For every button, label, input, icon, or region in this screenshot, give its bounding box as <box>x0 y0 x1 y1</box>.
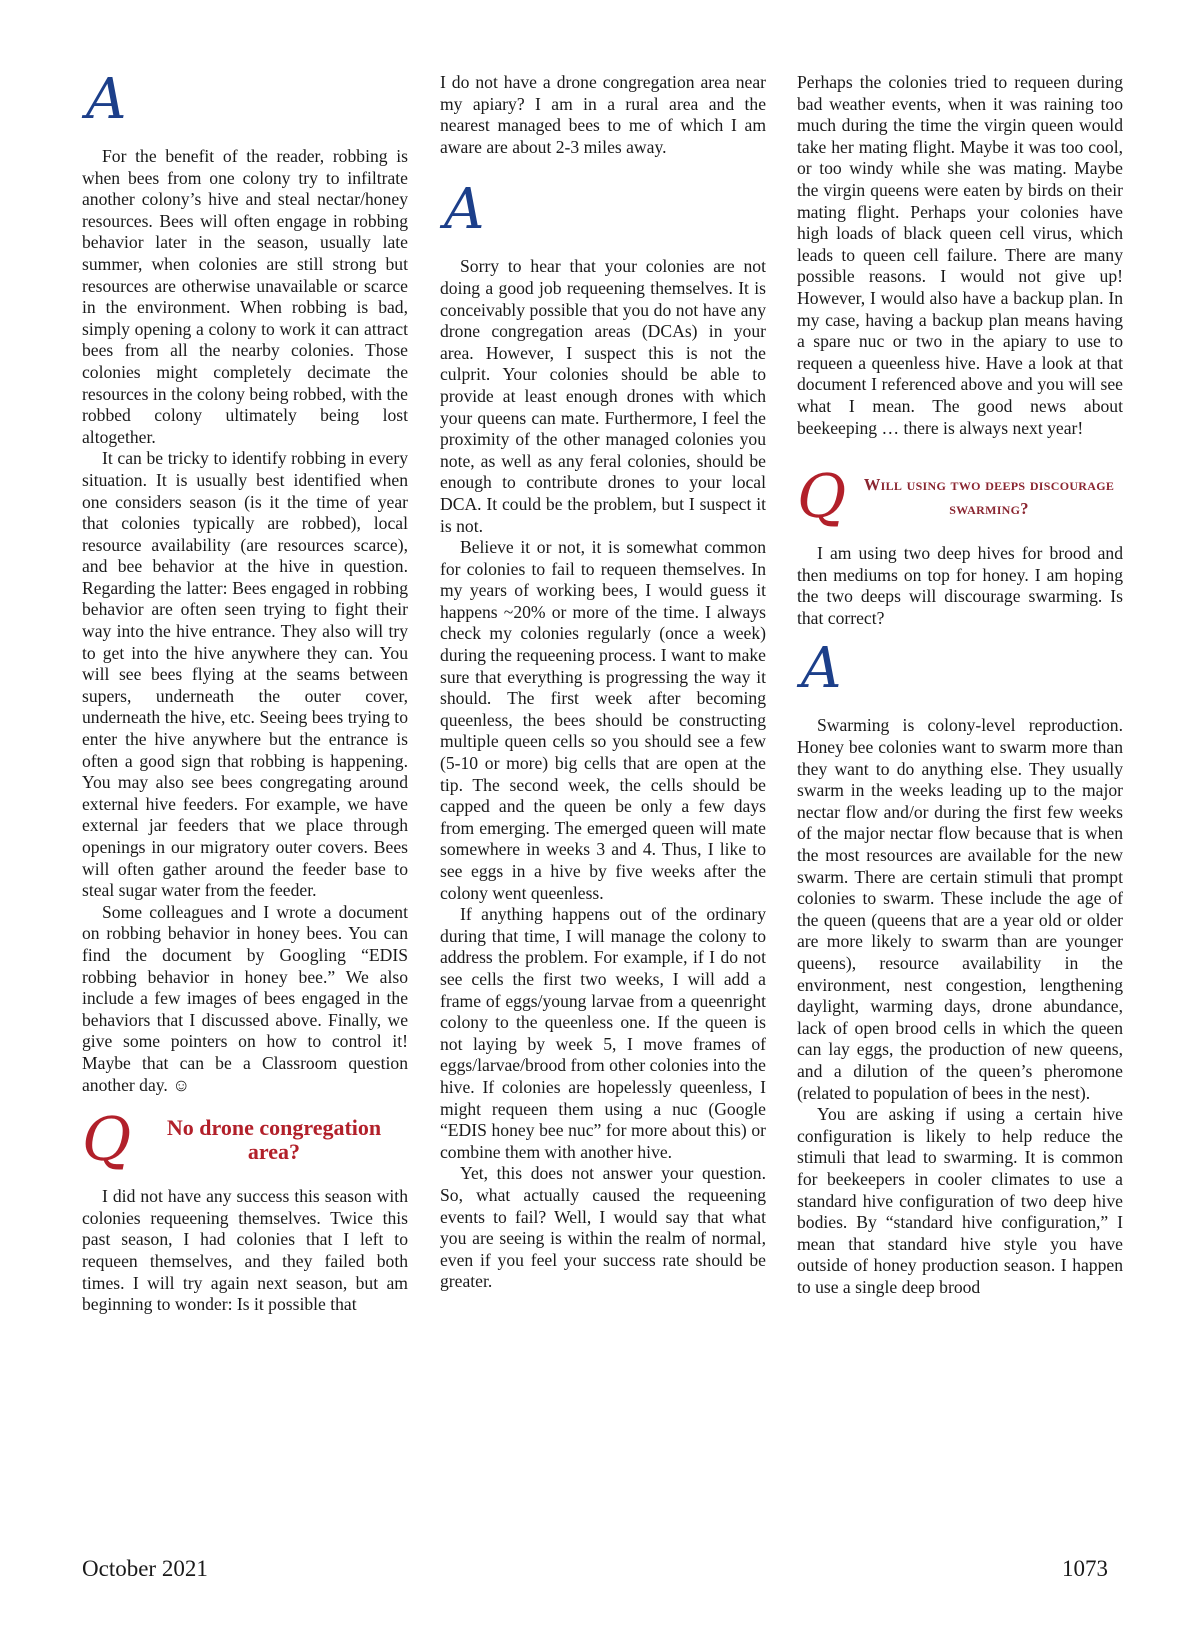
paragraph: You are asking if using a certain hive configuration is likely to help reduce the stimuli that lead to swarming. It is common for beekeepers in cooler climates to use a standard hive configuration of two deep hive bodies. By “standard hive configuration,” I mean that standard hive style you have outside of honey production season. I happen to use a single deep brood <box>797 1104 1123 1297</box>
question-header <box>82 1105 408 1176</box>
paragraph: Sorry to hear that your colonies are not doing a good job requeening themselves. It is conceivably possible that you do not have any drone congregation areas (DCAs) in your area. However, I suspect this is not the culprit. Your colonies should be able to provide at least enough drones with which your queens can mate. Furthermore, I feel the proximity of the other managed colonies you note, as well as any feral colonies, should be enough to contribute drones to your local DCA. It could be the problem, but I suspect it is not. <box>440 256 766 536</box>
column-2 <box>440 72 766 1293</box>
paragraph: Believe it or not, it is somewhat common for colonies to fail to requeen themselves. In my years of working bees, I would guess it happens ~20% or more of the time. I always check my colonies regularly (once a week) during the requeening process. I want to make sure that everything is progressing the way it should. The first week after becoming queenless, the bees should be constructing multiple queen cells so you should see a few (5-10 or more) big cells that are open at the tip. The second week, the cells should be capped and the queen be only a few days from emerging. The emerged queen will mate somewhere in weeks 3 and 4. Thus, I like to see eggs in a hive by five weeks after the colony went queenless. <box>440 537 766 903</box>
question-heading: No drone congregation area? <box>166 1115 382 1165</box>
answer-mark: A <box>86 67 127 132</box>
paragraph: It can be tricky to identify robbing in every situation. It is usually best identified when one considers season (is it the time of year that colonies typically are robbed), local resource availability (are resources scarce), and bee behavior at the hive in question. Regarding the latter: Bees engaged in robbing behavior are often seen trying to fight their way into the hive entrance. They also will try to get into the hive anywhere they can. You will see bees flying at the seams between supers, underneath the outer cover, underneath the hive, etc. Seeing bees trying to enter the hive anywhere but the entrance is often a good sign that robbing is happening. You may also see bees congregating around external hive feeders. For example, we have external jar feeders that we place through openings in our migratory outer covers. Bees will often gather around the feeder base to steal sugar water from the feeder. <box>82 448 408 901</box>
answer-mark: A <box>801 636 842 702</box>
question-text-continued: I do not have a drone congregation area near my apiary? I am in a rural area and the nearest managed bees to me of which I am aware are about 2-3 miles away. <box>440 72 766 157</box>
paragraph: Some colleagues and I wrote a document on robbing behavior in honey bees. You can find the document by Googling “EDIS robbing behavior in honey bee.” We also include a few images of bees engaged in the behaviors that I discussed above. Finally, we give some pointers on how to control it! Maybe that can be a Classroom question another day. ☺ <box>82 901 408 1095</box>
question-text: I did not have any success this season with colonies requeening themselves. Twice this past season, I had colonies that I left to requeen themselves, and they failed both times. I will try again next season, but am beginning to wonder: Is it possible that <box>82 1186 408 1315</box>
question-mark: Q <box>82 1105 132 1176</box>
page-number: 1073 <box>1062 1556 1108 1581</box>
question-text: I am using two deep hives for brood and then mediums on top for honey. I am hoping the two deeps will discourage swarming. Is that correct? <box>797 543 1123 628</box>
answer-mark: A <box>444 177 485 243</box>
question-header <box>797 462 1123 533</box>
issue-date: October 2021 <box>82 1556 208 1581</box>
paragraph: Yet, this does not answer your question. So, what actually caused the requeening events to fail? Well, I would say that what you are seeing is within the realm of normal, even if you feel your success rate should be greater. <box>440 1163 766 1292</box>
question-heading: Will using two deeps discourage swarming? <box>863 475 1115 519</box>
column-1 <box>82 67 408 1316</box>
column-3 <box>797 72 1123 1299</box>
paragraph: For the benefit of the reader, robbing is when bees from one colony try to infiltrate another colony’s hive and steal nectar/honey resources. Bees will often engage in robbing behavior later in the season, usually late summer, when colonies are still strong but resources are otherwise unavailable or scarce in the environment. When robbing is bad, simply opening a colony to work it can attract bees from all the nearby colonies. Those colonies might completely decimate the resources in the colony being robbed, with the robbed colony ultimately being lost altogether. <box>82 146 408 447</box>
question-mark: Q <box>797 462 847 533</box>
paragraph: If anything happens out of the ordinary during that time, I will manage the colony to address the problem. For example, if I do not see cells the first two weeks, I will add a frame of eggs/young larvae from a queenright colony to the queenless one. If the queen is not laying by week 5, I move frames of eggs/larvae/brood from other colonies into the hive. If colonies are hopelessly queenless, I might requeen them using a nuc (Google “EDIS honey bee nuc” for more about this) or combine them with another hive. <box>440 904 766 1162</box>
paragraph: Swarming is colony-level reproduction. Honey bee colonies want to swarm more than they want to do anything else. They usually swarm in the weeks leading up to the major nectar flow and/or during the first few weeks of the major nectar flow because that is when the most resources are available for the new swarm. There are certain stimuli that prompt colonies to swarm. These include the age of the queen (queens that are a year old or older are more likely to swarm than are younger queens), resource availability in the environment, nest congestion, lengthening daylight, warming days, drone abundance, lack of open brood cells in which the queen can lay eggs, the production of new queens, and a dilution of the queen’s pheromone (related to population of bees in the nest). <box>797 715 1123 1103</box>
paragraph: Perhaps the colonies tried to requeen during bad weather events, when it was raining too much during the time the virgin queen would take her mating flight. Maybe it was too cool, or too windy while she was mating. Maybe the virgin queens were eaten by birds on their mating flight. Perhaps your colonies have high loads of black queen cell virus, which leads to queen cell failure. There are many possible reasons. I would not give up! However, I would also have a backup plan. In my case, having a backup plan means having a spare nuc or two in the apiary to use to requeen a queenless hive. Have a look at that document I referenced above and you will see what I mean. The good news about beekeeping … there is always next year! <box>797 72 1123 438</box>
